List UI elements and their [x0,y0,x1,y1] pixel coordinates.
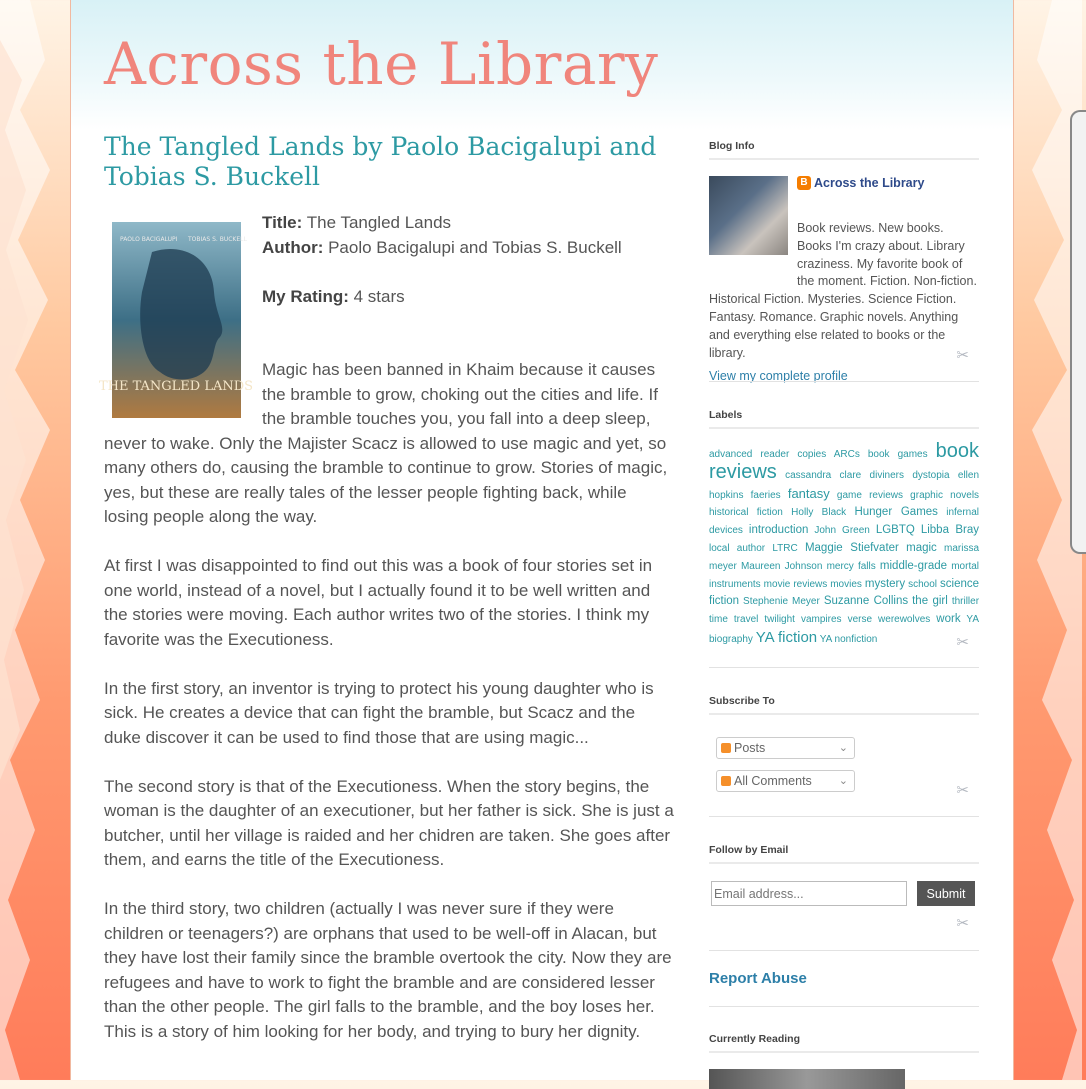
page-container [70,0,1014,1080]
meta-title-value: The Tangled Lands [302,213,452,232]
meta-title-label: Title: [262,213,303,232]
wrench-icon[interactable]: ✂ [956,915,969,932]
label-link[interactable]: LGBTQ [875,524,915,537]
decorative-leaf-border-left [0,0,70,1080]
label-link[interactable]: ellen hopkins [709,469,980,501]
chevron-down-icon: ⌄ [838,742,848,754]
email-input[interactable] [711,881,907,906]
subscribe-heading: Subscribe To [709,695,979,715]
label-link[interactable]: historical fiction [709,507,783,519]
label-link[interactable]: YA nonfiction [819,633,878,645]
book-cover-image[interactable] [98,222,254,418]
follow-by-email-widget [709,844,979,932]
divider [709,1006,979,1007]
label-link[interactable]: game reviews [836,489,903,501]
label-link[interactable]: mystery [864,577,906,590]
follow-heading: Follow by Email [709,844,979,864]
label-link[interactable]: vampires [800,614,842,626]
label-link[interactable]: Maggie Stiefvater [804,541,899,554]
report-abuse-widget [709,970,979,988]
chevron-down-icon: ⌄ [838,775,848,787]
label-link[interactable]: graphic novels [910,489,980,501]
blog-info-widget [709,140,979,384]
labels-heading: Labels [709,409,979,429]
label-link[interactable]: school [908,578,938,590]
post-paragraph: In the third story, two children (actually I was never sure if they were children or teenagers?) are orphans that used to be well-off in Alacan, but they have lost their family since the bramble overtook the city. Now they are refugees and have to work to fight the bramble and are considered lesser than the other people. The girl falls to the bramble, and the boy loses her. This is a story of him looking for her body, and trying to bury her dignity. [104,899,672,1041]
label-link[interactable]: fantasy [787,485,830,501]
post-paragraph: Magic has been banned in Khaim because it causes the bramble to grow, choking out the cities and life. If the bramble touches you, you fall into a deep sleep, never to wake. Only the Majister Scacz is allowed to use magic and yet, so many others do, causing the bramble to continue to grow. Stories of magic, yes, but these are really tales of the lesser people fighting back, while losing people along the way. [104,360,668,526]
wrench-icon[interactable]: ✂ [956,634,969,651]
cover-author-right: TOBIAS S. BUCKELL [188,236,247,243]
label-link[interactable]: introduction [748,524,809,537]
label-link[interactable]: cassandra clare [785,469,862,481]
label-link[interactable]: magic [906,541,937,554]
subscribe-widget [709,695,979,799]
label-link[interactable]: movies [830,578,862,590]
label-link[interactable]: thriller [951,596,980,608]
post-title[interactable]: The Tangled Lands by Paolo Bacigalupi and Tobias S. Buckell [104,132,657,191]
subscribe-posts-label: Posts [734,741,766,755]
profile-name-link[interactable]: Across the Library [814,175,925,190]
label-link[interactable]: twilight [764,614,795,626]
divider [709,381,979,382]
post-paragraph: At first I was disappointed to find out this was a book of four stories set in one world, instead of a novel, but I actually found it to be well written and the stories were moving. Each author writes two of the stories. I think my favorite was the Executioness. [104,556,653,649]
scroll-panel-edge[interactable] [1070,110,1086,554]
label-link[interactable]: ARCs [833,449,860,460]
rating-label: My Rating: [262,286,349,306]
label-link[interactable]: verse [847,614,873,626]
post-body [98,211,674,1069]
rss-feed-icon [721,743,731,753]
blogger-icon: B [797,176,811,190]
currently-reading-widget [709,1033,979,1053]
meta-author-label: Author: [262,237,324,257]
label-link[interactable]: book reviews [709,440,980,483]
report-abuse-link[interactable]: Report Abuse [709,970,807,987]
wrench-icon[interactable]: ✂ [956,347,969,364]
label-link[interactable]: YA fiction [755,628,818,646]
label-link[interactable]: werewolves [878,614,931,626]
subscribe-posts-dropdown[interactable] [716,737,855,759]
blog-info-heading: Blog Info [709,140,979,160]
label-link[interactable]: YA biography [709,614,980,645]
label-link[interactable]: science fiction [709,577,980,608]
label-link[interactable]: marissa meyer [709,542,980,572]
label-link[interactable]: mortal instruments [709,560,980,590]
profile-about-text: Book reviews. New books. Books I'm crazy about. Library craziness. My favorite book of the moment. Fiction. Non-fiction. Historical Fiction. Mysteries. Science Fiction. Fantasy. Romance. Graphic novels. Anything and everything else related to books or the library. [709,221,977,360]
label-link[interactable]: John Green [814,525,870,537]
label-link[interactable]: LTRC [772,542,798,554]
label-link[interactable]: time travel [709,614,759,626]
divider [709,816,979,817]
label-link[interactable]: local author [709,542,766,554]
label-link[interactable]: middle-grade [879,559,948,572]
post-paragraph: In the first story, an inventor is trying to protect his young daughter who is sick. He creates a device that can fight the bramble, but Scacz and the duke discover it can be used to find those that are using magic... [104,678,654,747]
cover-author-left: PAOLO BACIGALUPI [120,236,178,243]
subscribe-comments-label: All Comments [734,774,812,788]
cover-title: THE TANGLED LANDS [98,379,254,394]
label-link[interactable]: Stephenie Meyer [743,596,820,608]
post-paragraph: The second story is that of the Executioness. When the story begins, the woman is the daughter of an executioner, but her father is sick. She is just a butcher, until her village is raided and her chidren are taken. She goes after them, and earns the title of the Executioness. [104,776,674,869]
label-link[interactable]: infernal devices [709,507,980,537]
photo-float-spacer [709,200,797,284]
profile-about [709,200,979,386]
label-link[interactable]: faeries [750,489,781,501]
currently-reading-image[interactable] [709,1069,905,1089]
label-cloud [709,440,980,649]
label-link[interactable]: mercy falls [826,560,876,572]
label-link[interactable]: Libba Bray [920,524,980,537]
label-link[interactable]: work [936,613,961,626]
rating-value: 4 stars [348,286,405,306]
profile-name-row [797,174,924,192]
label-link[interactable]: Maureen Johnson [740,560,823,572]
label-link[interactable]: diviners [869,469,905,481]
meta-author-value: Paolo Bacigalupi and Tobias S. Buckell [323,237,622,257]
label-link[interactable]: Holly Black [791,507,847,519]
blog-title[interactable]: Across the Library [104,30,659,98]
label-link[interactable]: movie reviews [763,578,828,590]
wrench-icon[interactable]: ✂ [956,782,969,799]
view-profile-link[interactable]: View my complete profile [709,369,848,384]
rss-feed-icon [721,776,731,786]
submit-button[interactable]: Submit [917,881,975,906]
currently-reading-heading: Currently Reading [709,1033,979,1053]
label-link[interactable]: advanced reader copies [709,449,827,460]
label-link[interactable]: the girl [912,595,948,608]
label-link[interactable]: book games [867,449,928,460]
label-link[interactable]: Hunger Games [854,506,938,519]
subscribe-comments-dropdown[interactable] [716,770,855,792]
label-link[interactable]: dystopia [912,469,950,481]
divider [709,950,979,951]
labels-widget [709,409,979,649]
label-link[interactable]: Suzanne Collins [823,595,909,608]
divider [709,667,979,668]
